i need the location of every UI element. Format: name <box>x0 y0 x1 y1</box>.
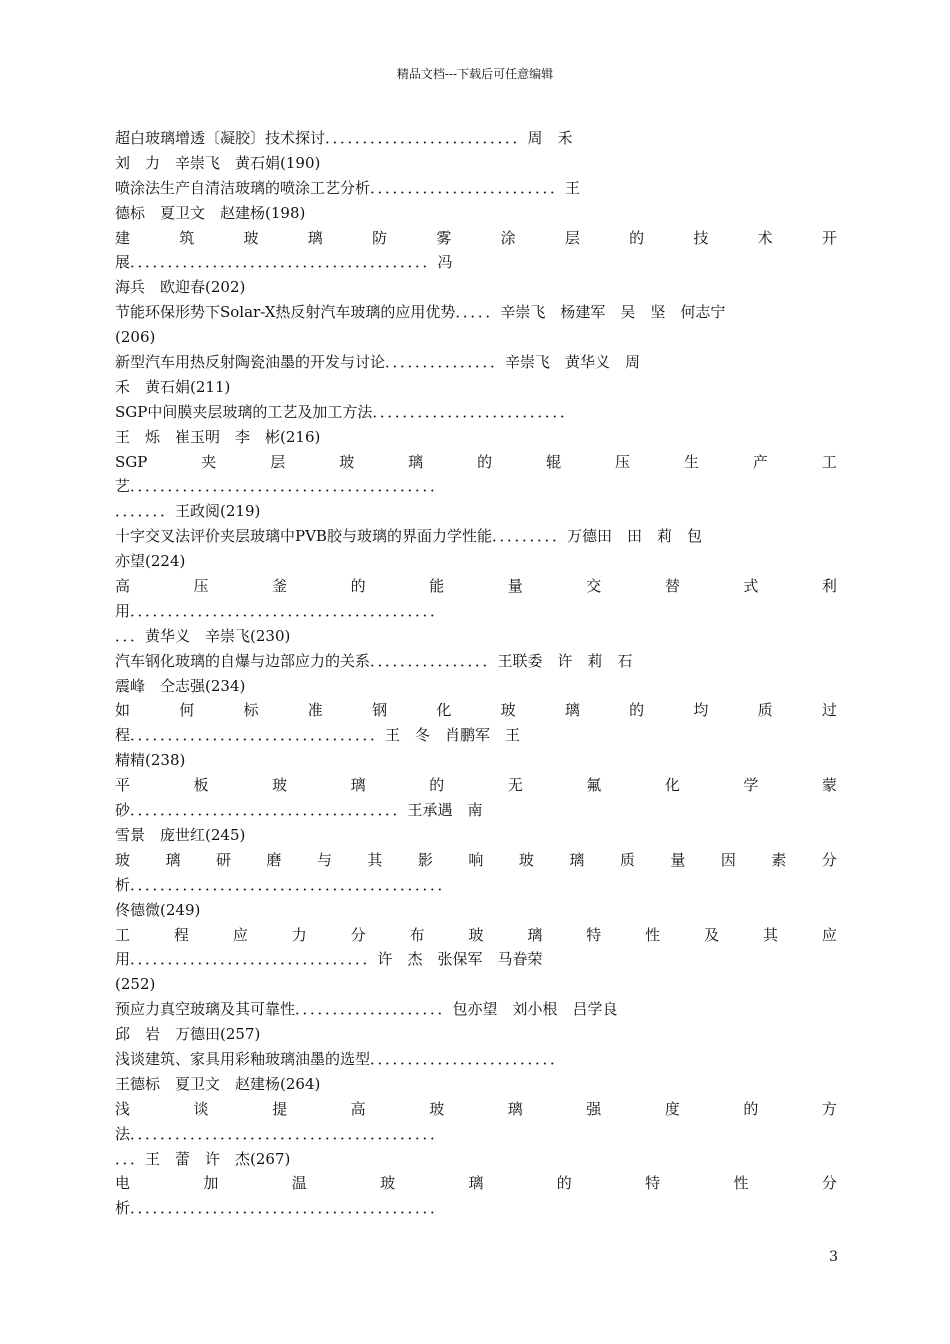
toc-title-char: 璃 <box>468 1174 484 1193</box>
toc-title-char: 质 <box>619 850 635 869</box>
toc-title-char: 程 <box>173 925 189 944</box>
toc-line: 汽车钢化玻璃的自爆与边部应力的关系．．．．．．．．．．．．．．．．王联委 许 莉 石 <box>115 651 633 670</box>
toc-line: 禾 黄石娟(211) <box>115 377 231 396</box>
toc-line: 用．．．．．．．．．．．．．．．．．．．．．．．．．．．．．．．．许 杰 张保军 马眷荣 <box>115 950 543 969</box>
toc-title-line <box>115 226 837 251</box>
toc-title-char: 玻 <box>380 1174 396 1193</box>
toc-title-char: 层 <box>564 228 580 247</box>
toc-title-char: 玻 <box>518 850 534 869</box>
toc-line: (252) <box>115 975 156 994</box>
toc-title-char: 温 <box>291 1174 307 1193</box>
toc-title-char: 性 <box>733 1174 749 1193</box>
toc-title-char: 化 <box>436 701 452 720</box>
toc-title-char: 如 <box>115 701 131 720</box>
toc-line: 亦望(224) <box>115 552 186 571</box>
toc-title-char: 特 <box>645 1174 661 1193</box>
toc-title-char: 玻 <box>339 452 355 471</box>
toc-title-char: 响 <box>468 850 484 869</box>
toc-title-char: 过 <box>821 701 837 720</box>
toc-title-char: 蒙 <box>821 776 837 795</box>
toc-line: 超白玻璃增透〔凝胶〕技术探讨．．．．．．．．．．．．．．．．．．．．．．．．．．周 禾 <box>115 129 573 147</box>
toc-title-char: 及 <box>704 925 720 944</box>
toc-title-char: 方 <box>821 1099 837 1118</box>
toc-title-char: 质 <box>757 701 773 720</box>
toc-title-char: 的 <box>350 577 366 596</box>
toc-title-char: 氟 <box>586 776 602 795</box>
toc-line: 德标 夏卫文 赵建杨(198) <box>115 203 306 222</box>
toc-line: 砂．．．．．．．．．．．．．．．．．．．．．．．．．．．．．．．．．．．．王承遇 南 <box>115 801 483 820</box>
toc-title-char: 压 <box>615 452 631 471</box>
toc-title-char: 其 <box>762 925 778 944</box>
toc-line: 佟德微(249) <box>115 900 201 919</box>
toc-title-char: 玻 <box>272 776 288 795</box>
toc-line: 析．．．．．．．．．．．．．．．．．．．．．．．．．．．．．．．．．．．．．．．．．． <box>115 875 453 894</box>
toc-title-char: 玻 <box>115 850 131 869</box>
toc-title-char: 防 <box>372 228 388 247</box>
toc-line: 用．．．．．．．．．．．．．．．．．．．．．．．．．．．．．．．．．．．．．．．．． <box>115 601 446 620</box>
toc-title-char: 量 <box>507 577 523 596</box>
toc-title-char: 板 <box>193 776 209 795</box>
toc-title-char: 力 <box>291 925 307 944</box>
toc-title-char: 电 <box>115 1174 131 1193</box>
toc-title-char: 的 <box>556 1174 572 1193</box>
toc-line: ．．．黄华义 辛崇飞(230) <box>115 626 291 645</box>
toc-title-line <box>115 574 837 599</box>
toc-title-char: 层 <box>270 452 286 471</box>
toc-title-char: 玻 <box>429 1099 445 1118</box>
table-of-contents <box>115 126 837 1221</box>
toc-line: 海兵 欧迎春(202) <box>115 278 246 297</box>
toc-title-char: 璃 <box>307 228 323 247</box>
toc-line: 十字交叉法评价夹层玻璃中PVB胶与玻璃的界面力学性能．．．．．．．．．万德田 田 莉 包 <box>115 527 702 546</box>
toc-line: 艺．．．．．．．．．．．．．．．．．．．．．．．．．．．．．．．．．．．．．．．．． <box>115 477 446 496</box>
toc-title-char: 影 <box>417 850 433 869</box>
toc-title-char: 替 <box>664 577 680 596</box>
toc-title-char: 雾 <box>436 228 452 247</box>
toc-title-line <box>115 773 837 798</box>
toc-title-char: 筑 <box>179 228 195 247</box>
toc-title-char: 的 <box>429 776 445 795</box>
toc-title-char: 式 <box>743 577 759 596</box>
page-number: 3 <box>829 1249 838 1265</box>
toc-title-char: 釜 <box>272 577 288 596</box>
toc-title-char: 何 <box>179 701 195 720</box>
toc-title-char: 量 <box>670 850 686 869</box>
toc-title-char: 工 <box>821 452 837 471</box>
toc-title-line <box>115 698 837 723</box>
toc-title-char: 研 <box>215 850 231 869</box>
toc-title-char: 学 <box>743 776 759 795</box>
toc-line: 析．．．．．．．．．．．．．．．．．．．．．．．．．．．．．．．．．．．．．．．．． <box>115 1199 446 1218</box>
toc-title-char: 加 <box>203 1174 219 1193</box>
toc-title-char: 辊 <box>546 452 562 471</box>
toc-title-char: 能 <box>429 577 445 596</box>
toc-title-char: 交 <box>586 577 602 596</box>
toc-title-char: 均 <box>693 701 709 720</box>
toc-title-char: 浅 <box>115 1099 131 1118</box>
toc-title-char: 璃 <box>350 776 366 795</box>
toc-title-line <box>115 923 837 948</box>
toc-line: 节能环保形势下Solar-X热反射汽车玻璃的应用优势．．．．．辛崇飞 杨建军 吴 坚 何志宁 <box>115 303 726 322</box>
toc-title-char: 涂 <box>500 228 516 247</box>
toc-line: 雪景 庞世红(245) <box>115 825 246 844</box>
toc-title-char: 应 <box>821 925 837 944</box>
toc-title-char: 术 <box>757 228 773 247</box>
toc-line: 浅谈建筑、家具用彩釉玻璃油墨的选型．．．．．．．．．．．．．．．．．．．．．．．．． <box>115 1049 566 1068</box>
toc-title-char: 性 <box>645 925 661 944</box>
toc-title-line <box>115 848 837 873</box>
toc-title-line <box>115 1171 837 1196</box>
toc-title-char: 玻 <box>500 701 516 720</box>
toc-title-char: 应 <box>232 925 248 944</box>
toc-title-char: 璃 <box>569 850 585 869</box>
toc-title-char: 分 <box>821 850 837 869</box>
toc-line: 新型汽车用热反射陶瓷油墨的开发与讨论．．．．．．．．．．．．．．．辛崇飞 黄华义 周 <box>115 353 641 372</box>
toc-title-line <box>115 450 837 475</box>
toc-title-char: 度 <box>664 1099 680 1118</box>
toc-line: 王 烁 崔玉明 李 彬(216) <box>115 427 321 446</box>
toc-title-char: 因 <box>720 850 736 869</box>
toc-line: SGP中间膜夹层玻璃的工艺及加工方法．．．．．．．．．．．．．．．．．．．．．．．．．． <box>115 402 575 421</box>
toc-title-char: 钢 <box>372 701 388 720</box>
toc-title-char: 产 <box>752 452 768 471</box>
toc-line: 程．．．．．．．．．．．．．．．．．．．．．．．．．．．．．．．．．王 冬 肖鹏军 王 <box>115 726 521 745</box>
toc-title-char: 建 <box>115 228 131 247</box>
toc-title-char: 工 <box>115 925 131 944</box>
toc-title-char: 磨 <box>266 850 282 869</box>
toc-line: 震峰 仝志强(234) <box>115 676 246 695</box>
toc-title-char: 分 <box>350 925 366 944</box>
toc-title-char: 的 <box>629 701 645 720</box>
toc-title-char: 璃 <box>527 925 543 944</box>
toc-title-char: 开 <box>821 228 837 247</box>
toc-line: 法．．．．．．．．．．．．．．．．．．．．．．．．．．．．．．．．．．．．．．．．． <box>115 1124 446 1143</box>
toc-line: 喷涂法生产自清洁玻璃的喷涂工艺分析．．．．．．．．．．．．．．．．．．．．．．．．．王 <box>115 178 581 197</box>
toc-title-char: 生 <box>683 452 699 471</box>
toc-title-char: 璃 <box>564 701 580 720</box>
toc-title-char: SGP <box>115 452 148 471</box>
toc-title-char: 玻 <box>468 925 484 944</box>
toc-line: 展．．．．．．．．．．．．．．．．．．．．．．．．．．．．．．．．．．．．．．．．冯 <box>115 253 453 272</box>
toc-title-char: 璃 <box>165 850 181 869</box>
toc-title-char: 素 <box>771 850 787 869</box>
toc-title-char: 高 <box>115 577 131 596</box>
toc-title-char: 无 <box>507 776 523 795</box>
toc-title-char: 谈 <box>193 1099 209 1118</box>
toc-line: 刘 力 辛崇飞 黄石娟(190) <box>115 153 321 172</box>
toc-title-char: 压 <box>193 577 209 596</box>
toc-title-char: 平 <box>115 776 131 795</box>
toc-title-char: 化 <box>664 776 680 795</box>
toc-title-line <box>115 1097 837 1122</box>
toc-line: ．．．王 蕾 许 杰(267) <box>115 1149 291 1168</box>
toc-title-char: 夹 <box>201 452 217 471</box>
toc-title-char: 布 <box>409 925 425 944</box>
toc-line: 精精(238) <box>115 751 186 770</box>
toc-title-char: 其 <box>367 850 383 869</box>
toc-line: ．．．．．．．王政阅(219) <box>115 502 261 521</box>
toc-line: 王德标 夏卫文 赵建杨(264) <box>115 1074 321 1093</box>
toc-title-char: 与 <box>316 850 332 869</box>
toc-line: 预应力真空玻璃及其可靠性．．．．．．．．．．．．．．．．．．．．包亦望 刘小根 吕学良 <box>115 1000 618 1019</box>
toc-title-char: 的 <box>477 452 493 471</box>
toc-line: 邱 岩 万德田(257) <box>115 1025 261 1044</box>
toc-title-char: 的 <box>629 228 645 247</box>
toc-title-char: 提 <box>272 1099 288 1118</box>
toc-title-char: 璃 <box>507 1099 523 1118</box>
toc-title-char: 准 <box>307 701 323 720</box>
toc-title-char: 标 <box>243 701 259 720</box>
toc-title-char: 强 <box>586 1099 602 1118</box>
toc-title-char: 高 <box>350 1099 366 1118</box>
toc-title-char: 技 <box>693 228 709 247</box>
toc-title-char: 璃 <box>408 452 424 471</box>
toc-line: (206) <box>115 328 156 347</box>
toc-title-char: 分 <box>821 1174 837 1193</box>
toc-title-char: 特 <box>586 925 602 944</box>
toc-title-char: 玻 <box>243 228 259 247</box>
toc-title-char: 利 <box>821 577 837 596</box>
toc-title-char: 的 <box>743 1099 759 1118</box>
page-header: 精品文档---下载后可任意编辑 <box>396 67 554 81</box>
